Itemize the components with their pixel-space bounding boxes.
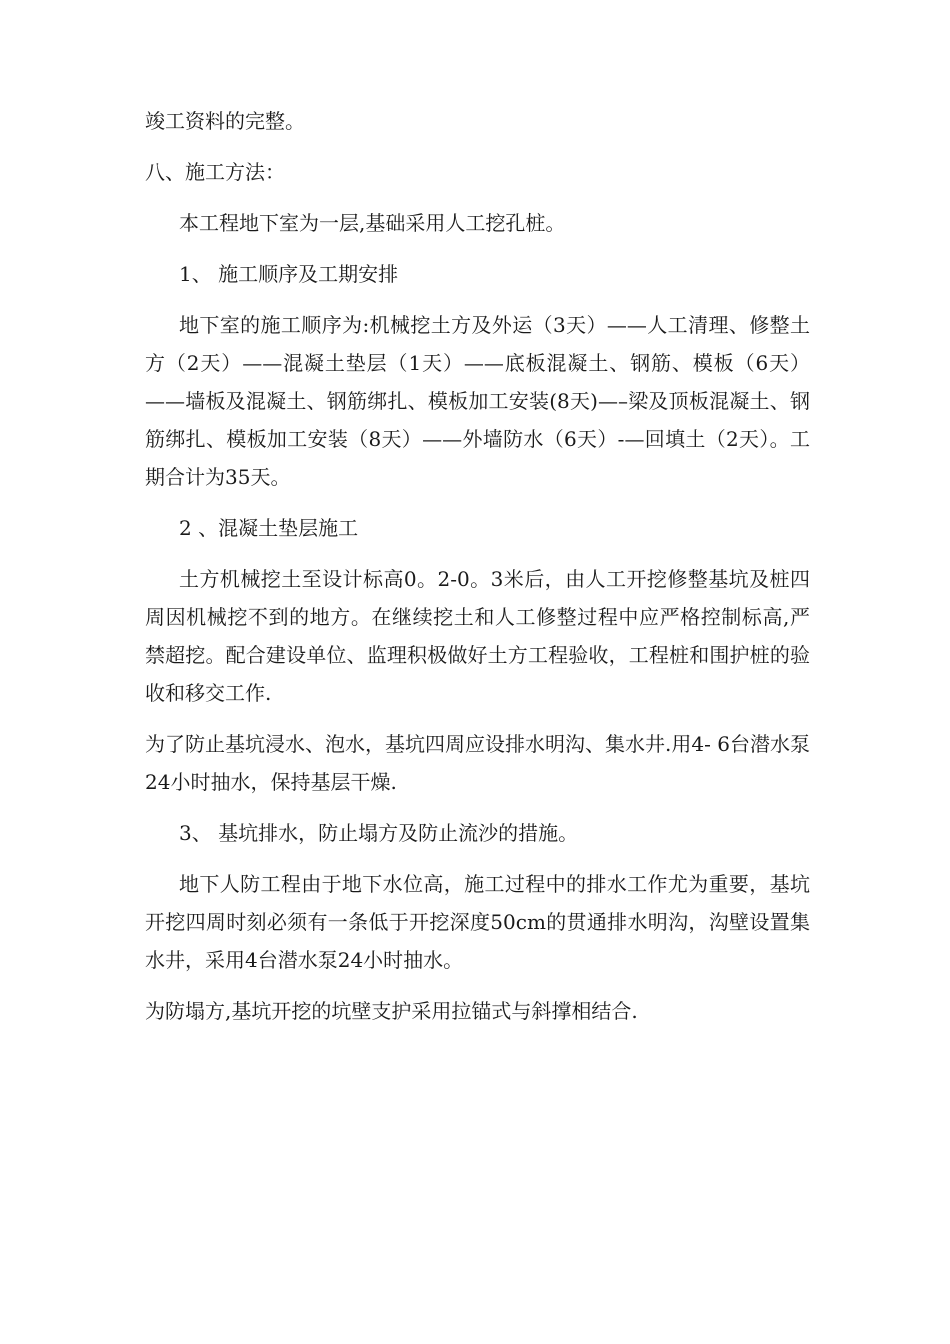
paragraph-collapse-prevention: 为防塌方,基坑开挖的坑壁支护采用拉锚式与斜撑相结合.: [145, 999, 638, 1023]
subheading-pit-drainage: 3、 基坑排水，防止塌方及防止流沙的措施。: [179, 821, 579, 845]
paragraph-construction-sequence: 地下室的施工顺序为:机械挖土方及外运（3天）——人工清理、修整土方（2天）——混凝土垫层（1天）——底板混凝土、钢筋、模板（6天）——墙板及混凝土、钢筋绑扎、模板加工安装(8天)—–梁及顶板混凝土、钢筋绑扎、模板加工安装（8天）——外墙防水（6天）-—回填土（2天）。工期合计为35天。: [145, 313, 810, 489]
subheading-sequence-schedule: 1、 施工顺序及工期安排: [179, 262, 399, 286]
paragraph-excavation: 土方机械挖土至设计标高0。2-0。3米后，由人工开挖修整基坑及桩四周因机械挖不到的地方。在继续挖土和人工修整过程中应严格控制标高,严禁超挖。配合建设单位、监理积极做好土方工程验收，工程桩和围护桩的验收和移交工作.: [145, 567, 810, 705]
paragraph-drainage-ditch: 为了防止基坑浸水、泡水，基坑四周应设排水明沟、集水井.用4- 6台潜水泵24小时抽水，保持基层干燥.: [145, 732, 810, 794]
paragraph-groundwater: 地下人防工程由于地下水位高，施工过程中的排水工作尤为重要，基坑开挖四周时刻必须有一条低于开挖深度50cm的贯通排水明沟，沟壁设置集水井，采用4台潜水泵24小时抽水。: [145, 872, 810, 972]
paragraph-completion-records: 竣工资料的完整。: [145, 109, 305, 133]
document-body: [145, 102, 810, 1043]
paragraph-project-overview: 本工程地下室为一层,基础采用人工挖孔桩。: [179, 211, 566, 235]
heading-construction-method: 八、施工方法：: [145, 160, 285, 184]
subheading-concrete-cushion: 2 、混凝土垫层施工: [179, 516, 359, 540]
